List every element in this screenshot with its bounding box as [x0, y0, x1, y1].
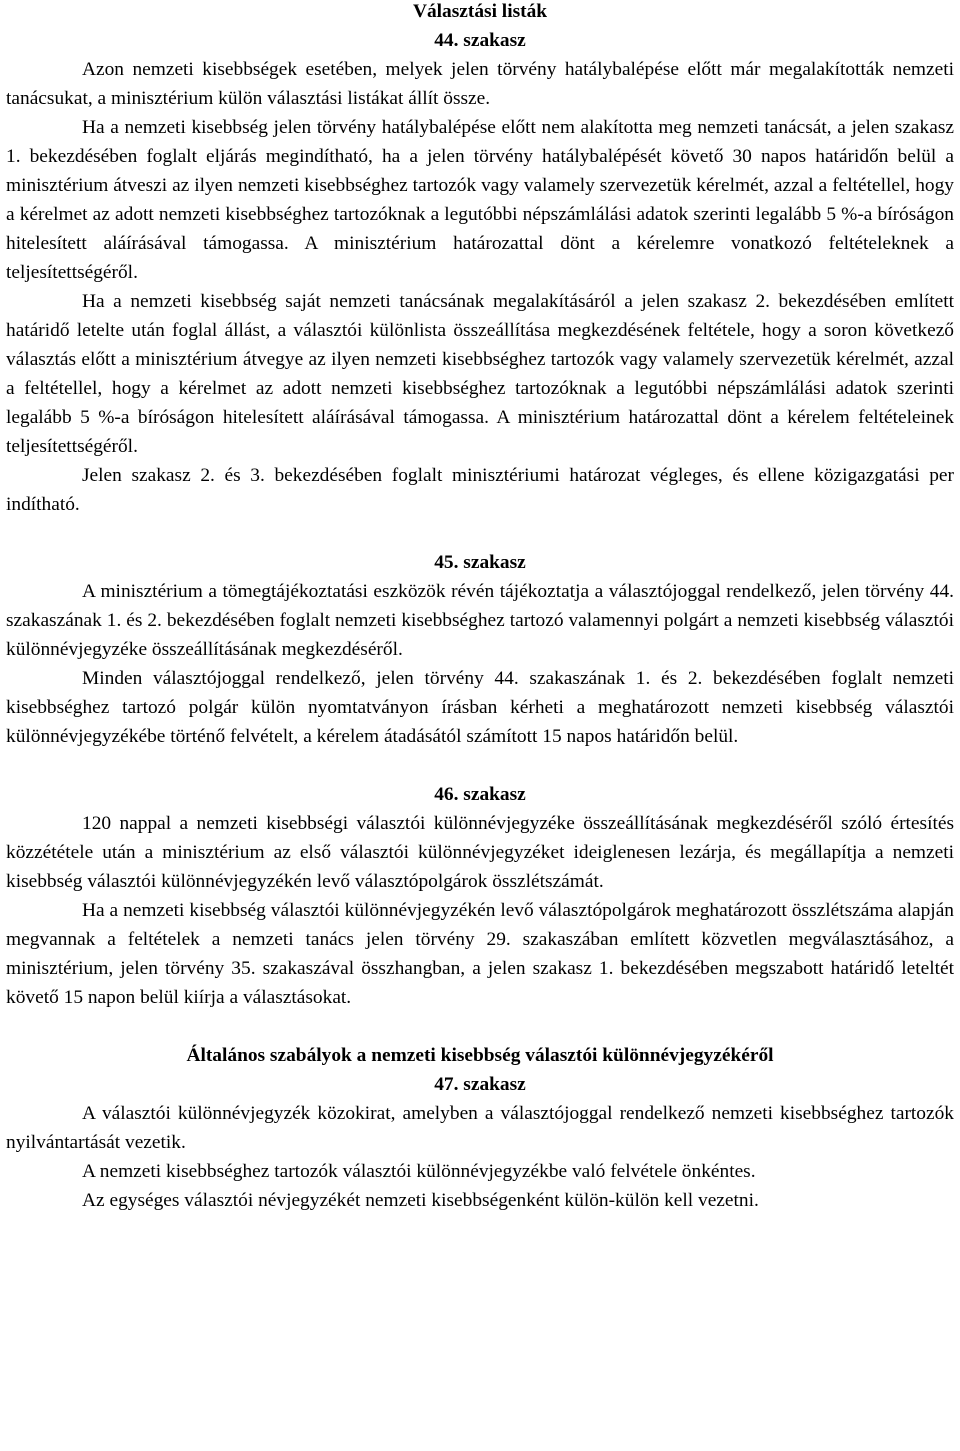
section-46-paragraph-1: 120 nappal a nemzeti kisebbségi választói különnévjegyzéke összeállításának megkezdéséről szóló értesítés közzététele után a minisztérium az első választói különnévjegyzéket ideiglenesen lezárja, és megállapítja a nemzeti kisebbség választói különnévjegyzékén levő választópolgárok összlétszámát.	[6, 813, 954, 892]
document-title: Választási listák	[412, 1, 548, 22]
section-44-paragraph-4: Jelen szakasz 2. és 3. bekezdésében foglalt minisztériumi határozat végleges, és ellene közigazgatási per indítható.	[6, 465, 954, 515]
section-47-paragraph-3: Az egységes választói névjegyzékét nemzeti kisebbségenként külön-külön kell vezetni.	[82, 1190, 759, 1211]
section-44-paragraph-2: Ha a nemzeti kisebbség jelen törvény hatálybalépése előtt nem alakította meg nemzeti tanácsát, a jelen szakasz 1. bekezdésében foglalt eljárás megindítható, ha a jelen törvény hatálybalépését követő 30 napos határidőn belül a minisztérium átveszi az ilyen nemzeti kisebbséghez tartozók vagy valamely szervezetük kérelmét, azzal a feltétellel, hogy a kérelmet az adott nemzeti kisebbséghez tartozóknak a legutóbbi népszámlálási adatok szerinti legalább 5 %-a bíróságon hitelesített aláírásával támogassa. A minisztérium határozattal dönt a kérelemre vonatkozó feltételeknek a teljesítettségéről.	[6, 117, 954, 283]
section-45-heading: 45. szakasz	[434, 552, 526, 573]
document-page	[6, 0, 954, 1215]
section-spacer	[6, 751, 954, 780]
section-47-paragraph-1: A választói különnévjegyzék közokirat, amelyben a választójoggal rendelkező nemzeti kisebbséghez tartozók nyilvántartását vezetik.	[6, 1103, 954, 1153]
section-47-heading: 47. szakasz	[434, 1074, 526, 1095]
section-44-paragraph-1: Azon nemzeti kisebbségek esetében, melyek jelen törvény hatálybalépése előtt már megalakították nemzeti tanácsukat, a minisztérium külön választási listákat állít össze.	[6, 59, 954, 109]
section-45-paragraph-1: A minisztérium a tömegtájékoztatási eszközök révén tájékoztatja a választójoggal rendelkező, jelen törvény 44. szakaszának 1. és 2. bekezdésében foglalt nemzeti kisebbséghez tartozó valamennyi polgárt a nemzeti kisebbség választói különnévjegyzéke összeállításának megkezdéséről.	[6, 581, 954, 660]
section-spacer	[6, 519, 954, 548]
section-46-paragraph-2: Ha a nemzeti kisebbség választói különnévjegyzékén levő választópolgárok meghatározott összlétszáma alapján megvannak a feltételek a nemzeti tanács jelen törvény 29. szakaszában említett közvetlen megválasztásához, a minisztérium, jelen törvény 35. szakaszával összhangban, a jelen szakasz 1. bekezdésében megszabott határidő leteltét követő 15 napon belül kiírja a választásokat.	[6, 900, 954, 1008]
chapter-spacer	[6, 1012, 954, 1041]
section-46-heading: 46. szakasz	[434, 784, 526, 805]
section-44-heading: 44. szakasz	[434, 30, 526, 51]
section-45-paragraph-2: Minden választójoggal rendelkező, jelen törvény 44. szakaszának 1. és 2. bekezdésében foglalt nemzeti kisebbséghez tartozó polgár külön nyomtatványon írásban kérheti a meghatározott nemzeti kisebbség választói különnévjegyzékébe történő felvételt, a kérelem átadásától számított 15 napos határidőn belül.	[6, 668, 954, 747]
section-44-paragraph-3: Ha a nemzeti kisebbség saját nemzeti tanácsának megalakításáról a jelen szakasz 2. bekezdésében említett határidő letelte után foglal állást, a választói különlista összeállítása megkezdésének feltétele, hogy a soron következő választás előtt a minisztérium átvegye az ilyen nemzeti kisebbséghez tartozók vagy valamely szervezetük kérelmét, azzal a feltétellel, hogy a kérelmet az adott nemzeti kisebbséghez tartozóknak a legutóbbi népszámlálási adatok szerinti legalább 5 %-a bíróságon hitelesített aláírásával támogassa. A minisztérium határozattal dönt a kérelem feltételeinek teljesítettségéről.	[6, 291, 954, 457]
section-47-paragraph-2: A nemzeti kisebbséghez tartozók választói különnévjegyzékbe való felvétele önkéntes.	[82, 1161, 756, 1182]
chapter-heading: Általános szabályok a nemzeti kisebbség választói különnévjegyzékéről	[186, 1045, 774, 1066]
